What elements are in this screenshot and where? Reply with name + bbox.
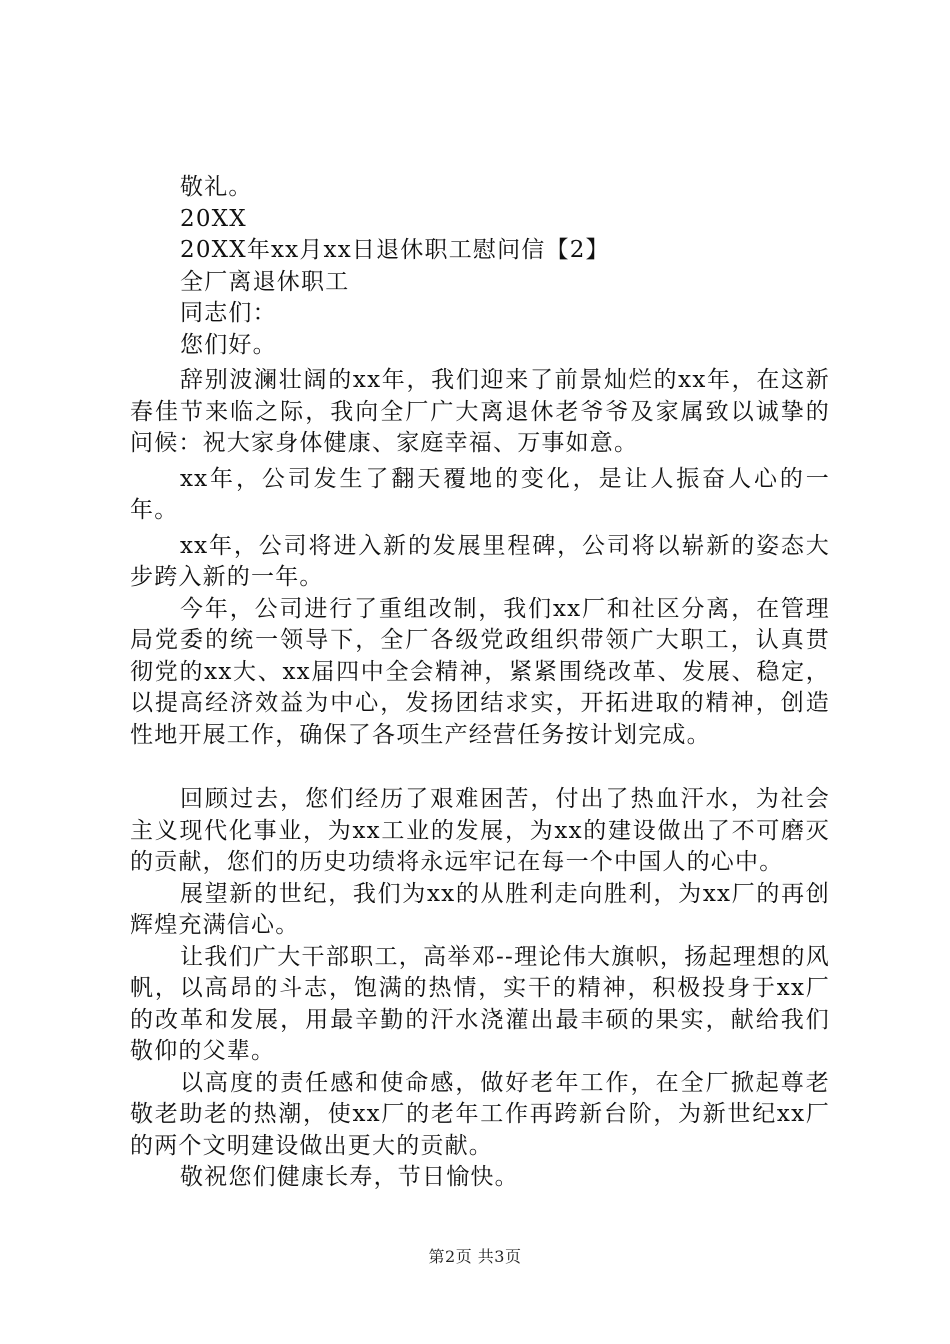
greeting-hello: 您们好。 — [180, 331, 277, 358]
paragraph-reform: 今年，公司进行了重组改制，我们xx厂和社区分离，在管理局党委的统一领导下，全厂各级党政组织带领广大职工，认真贯彻党的xx大、xx届四中全会精神，紧紧围绕改革、发展、稳定，以提高经济效益为中心，发扬团结求实，开拓进取的精神，创造性地开展工作，确保了各项生产经营任务按计划完成。 — [130, 595, 830, 748]
recipient-line: 全厂离退休职工 — [180, 268, 350, 295]
closing-wishes: 敬祝您们健康长寿，节日愉快。 — [180, 1164, 519, 1190]
paragraph-outlook: 展望新的世纪，我们为xx的从胜利走向胜利，为xx厂的再创辉煌充满信心。 — [130, 880, 830, 938]
paragraph-farewell: 辞别波澜壮阔的xx年，我们迎来了前景灿烂的xx年，在这新春佳节来临之际，我向全厂广大离退休老爷爷及家属致以诚挚的问候：祝大家身体健康、家庭幸福、万事如意。 — [130, 367, 830, 456]
paragraph-call-to-action: 让我们广大干部职工，高举邓--理论伟大旗帜，扬起理想的风帆，以高昂的斗志，饱满的热情，实干的精神，积极投身于xx厂的改革和发展，用最辛勤的汗水浇灌出最丰硕的果实，献给我们敬仰的父辈。 — [130, 943, 830, 1064]
letter-title: 20XX年xx月xx日退休职工慰问信【2】 — [180, 237, 610, 263]
paragraph-elder-work: 以高度的责任感和使命感，做好老年工作，在全厂掀起尊老敬老助老的热潮，使xx厂的老年工作再跨新台阶，为新世纪xx厂的两个文明建设做出更大的贡献。 — [130, 1069, 830, 1159]
page-number: 第2页 共3页 — [428, 1247, 522, 1266]
year-line: 20XX — [180, 205, 247, 232]
paragraph-milestone: xx年，公司将进入新的发展里程碑，公司将以崭新的姿态大步跨入新的一年。 — [130, 532, 830, 590]
letter-body — [130, 172, 830, 1194]
paragraph-changes: xx年，公司发生了翻天覆地的变化，是让人振奋人心的一年。 — [130, 465, 830, 523]
paragraph-review: 回顾过去，您们经历了艰难困苦，付出了热血汗水，为社会主义现代化事业，为xx工业的发展，为xx的建设做出了不可磨灭的贡献，您们的历史功绩将永远牢记在每一个中国人的心中。 — [130, 786, 830, 875]
greeting-comrades: 同志们： — [180, 300, 277, 326]
salutation-closing: 敬礼。 — [180, 174, 253, 200]
